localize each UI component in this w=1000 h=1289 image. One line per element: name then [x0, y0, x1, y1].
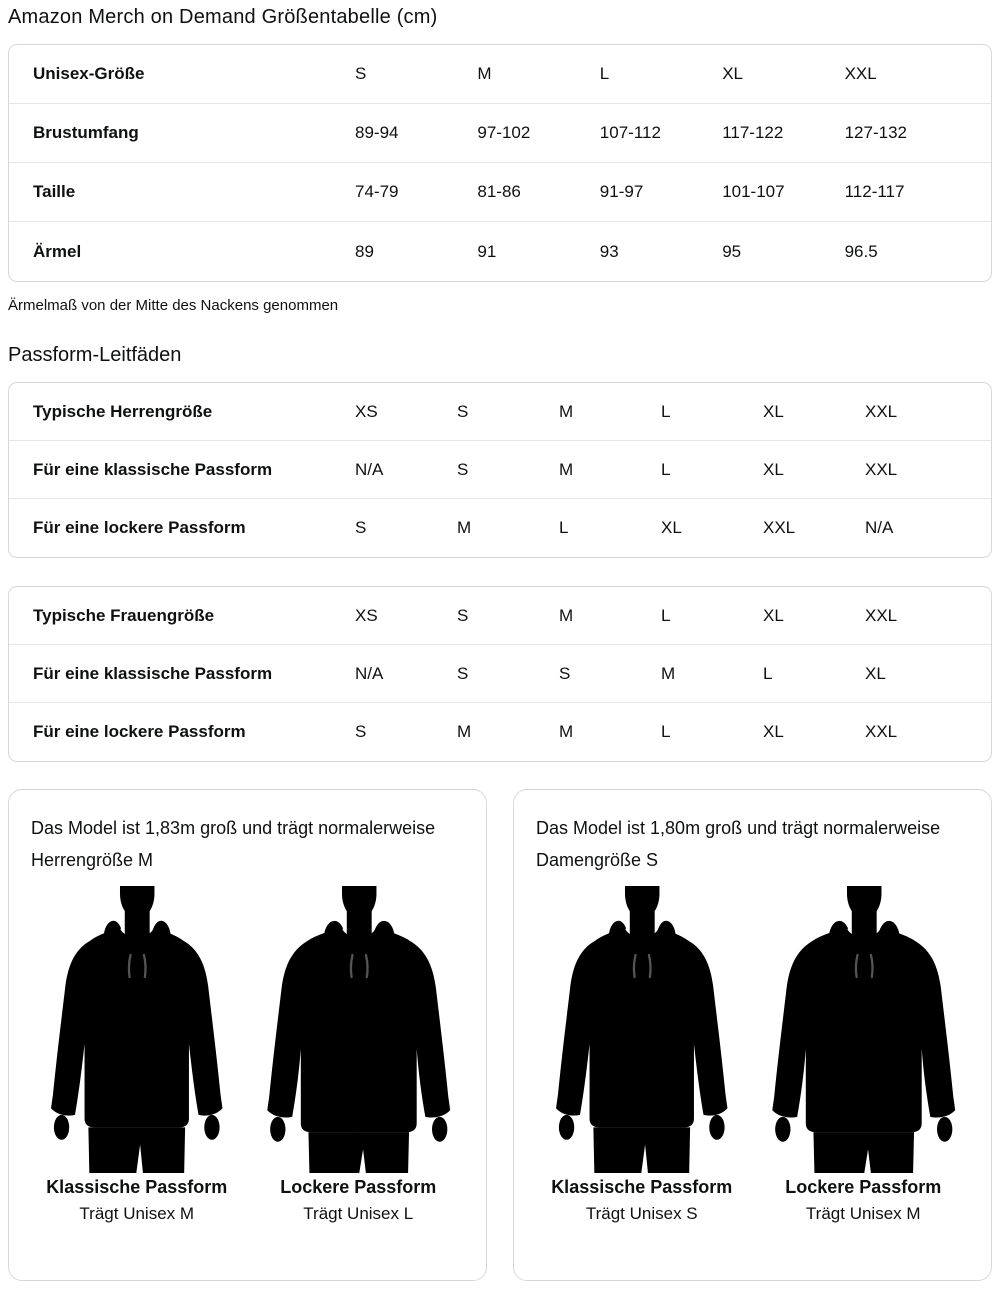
size-cell: 112-117	[844, 182, 905, 201]
size-cell: 97-102	[477, 123, 531, 142]
fit-cell: S	[559, 663, 571, 683]
fit-table-men	[8, 382, 992, 558]
table-row-loose-fit	[9, 499, 991, 557]
fit-table-women	[8, 586, 992, 762]
figure-caption	[46, 1175, 227, 1227]
table-row-typical-mens-size	[9, 383, 991, 441]
fit-cell: L	[661, 401, 671, 421]
fit-cell: XL	[763, 459, 784, 479]
size-col-header: XXL	[844, 64, 877, 83]
row-label: Ärmel	[33, 241, 82, 261]
size-worn-label: Trägt Unisex M	[79, 1203, 195, 1223]
size-cell: 91	[477, 241, 497, 261]
size-cell: 74-79	[355, 182, 399, 201]
table-row-chest	[9, 104, 991, 163]
page-title: Amazon Merch on Demand Größentabelle (cm)	[8, 6, 438, 28]
model-figures	[29, 886, 466, 1227]
size-col-header: S	[355, 64, 367, 83]
size-cell: 107-112	[599, 123, 661, 142]
row-label: Für eine klassische Passform	[33, 663, 273, 683]
size-cell: 89	[355, 241, 374, 261]
fit-cell: M	[661, 663, 676, 683]
size-table	[8, 44, 992, 282]
model-description: Das Model ist 1,83m groß und trägt normalerweise Herrengröße M	[31, 818, 436, 871]
row-label: Für eine lockere Passform	[33, 518, 246, 537]
row-label: Für eine klassische Passform	[33, 459, 273, 479]
fit-label: Lockere Passform	[280, 1177, 437, 1198]
size-cell: 96.5	[844, 241, 878, 261]
size-cell: 117-122	[722, 123, 784, 142]
fit-cell: XXL	[763, 518, 796, 537]
model-card-female	[513, 789, 992, 1281]
fit-cell: M	[559, 605, 574, 625]
fit-cell: XXL	[865, 605, 898, 625]
fit-cell: S	[457, 401, 469, 421]
fit-cell: S	[457, 459, 469, 479]
fit-cell: M	[457, 722, 472, 741]
row-label: Typische Herrengröße	[33, 401, 213, 421]
fit-cell: XXL	[865, 401, 898, 421]
fit-cell: XL	[661, 518, 682, 537]
fit-cell: L	[661, 722, 671, 741]
model-figure-female-classic	[534, 886, 750, 1227]
fit-cell: XS	[355, 401, 378, 421]
table-row-loose-fit	[9, 703, 991, 761]
table-row-typical-womens-size	[9, 587, 991, 645]
fit-cell: M	[457, 518, 472, 537]
size-table-header-row	[9, 45, 991, 104]
size-worn-label: Trägt Unisex S	[585, 1203, 698, 1223]
model-figure-male-loose	[251, 886, 467, 1227]
model-figure-male-classic	[29, 886, 245, 1227]
row-label: Brustumfang	[33, 123, 139, 142]
fit-cell: XL	[763, 605, 784, 625]
size-cell: 81-86	[477, 182, 521, 201]
fit-cell: N/A	[865, 518, 894, 537]
size-cell: 91-97	[599, 182, 644, 201]
fit-cell: XL	[763, 722, 784, 741]
size-cell: 89-94	[355, 123, 399, 142]
fit-cell: L	[661, 605, 671, 625]
figure-caption	[551, 1175, 732, 1227]
fit-cell: XL	[763, 401, 784, 421]
figure-caption	[785, 1175, 941, 1227]
model-card-male	[8, 789, 487, 1281]
row-label: Taille	[33, 182, 76, 201]
model-photo-male-loose-fit	[251, 886, 467, 1173]
table-row-sleeve	[9, 222, 991, 281]
fit-cell: XL	[865, 663, 886, 683]
fit-cell: XXL	[865, 459, 898, 479]
fit-cell: S	[457, 663, 469, 683]
fit-guides-heading: Passform-Leitfäden	[8, 344, 182, 366]
fit-cell: M	[559, 401, 574, 421]
fit-label: Klassische Passform	[46, 1177, 228, 1198]
size-worn-label: Trägt Unisex L	[303, 1203, 414, 1223]
model-photo-male-classic-fit	[29, 886, 245, 1173]
model-photo-female-loose-fit	[756, 886, 972, 1173]
fit-cell: M	[559, 459, 574, 479]
fit-cell: L	[661, 459, 671, 479]
fit-label: Klassische Passform	[551, 1177, 733, 1198]
model-figures	[534, 886, 971, 1227]
fit-cell: XXL	[865, 722, 898, 741]
fit-label: Lockere Passform	[785, 1177, 942, 1198]
model-description: Das Model ist 1,80m groß und trägt normalerweise Damengröße S	[536, 818, 941, 871]
size-cell: 127-132	[844, 123, 907, 142]
row-label: Für eine lockere Passform	[33, 722, 246, 741]
row-label: Typische Frauengröße	[33, 605, 215, 625]
model-cards	[8, 789, 992, 1281]
size-cell: 101-107	[722, 182, 785, 201]
figure-caption	[280, 1175, 436, 1227]
fit-cell: S	[355, 518, 367, 537]
table-row-waist	[9, 163, 991, 222]
size-col-header: M	[477, 64, 492, 83]
size-col-header: XL	[722, 64, 743, 83]
size-worn-label: Trägt Unisex M	[805, 1203, 921, 1223]
fit-cell: XS	[355, 605, 378, 625]
fit-cell: S	[355, 722, 367, 741]
model-figure-female-loose	[756, 886, 972, 1227]
table-row-classic-fit	[9, 441, 991, 499]
sleeve-measure-note: Ärmelmaß von der Mitte des Nackens genommen	[8, 297, 339, 314]
size-cell: 93	[599, 241, 619, 261]
table-row-classic-fit	[9, 645, 991, 703]
model-photo-female-classic-fit	[534, 886, 750, 1173]
fit-cell: N/A	[355, 459, 384, 479]
fit-cell: N/A	[355, 663, 384, 683]
fit-cell: M	[559, 722, 574, 741]
fit-cell: L	[559, 518, 569, 537]
fit-cell: L	[763, 663, 773, 683]
size-cell: 95	[722, 241, 742, 261]
size-table-header-label: Unisex-Größe	[33, 64, 145, 83]
fit-cell: S	[457, 605, 469, 625]
size-col-header: L	[599, 64, 610, 83]
